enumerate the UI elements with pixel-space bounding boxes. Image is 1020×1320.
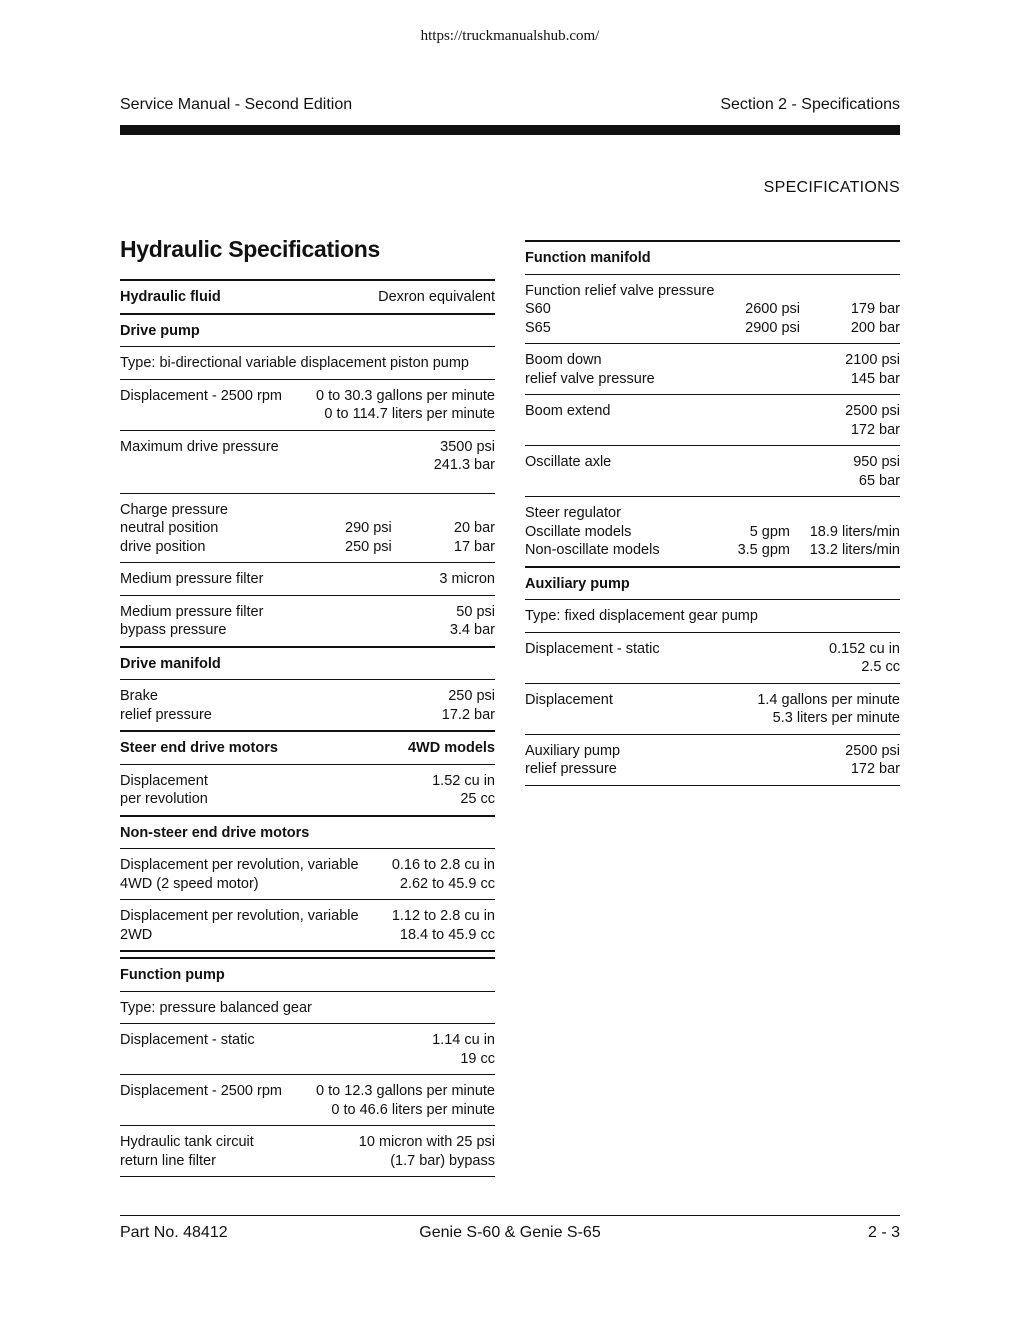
header-rule: [120, 125, 900, 135]
footer-rule: [120, 1215, 900, 1216]
spec-value: 2900 psi: [745, 319, 800, 336]
table-end-rule: [120, 950, 495, 952]
spec-value: 0 to 12.3 gallons per minute: [316, 1083, 495, 1099]
spec-value: 3 micron: [439, 571, 495, 587]
aux-pump-type-row: [525, 599, 900, 632]
spec-value: 250 psi: [448, 688, 495, 704]
spec-value: 0 to 114.7 liters per minute: [324, 406, 495, 422]
spec-value: 172 bar: [850, 421, 900, 438]
spec-value: 65 bar: [858, 472, 900, 489]
oscillate-axle-row: [525, 445, 900, 496]
function-manifold-heading: [525, 240, 900, 274]
medium-pressure-filter-row: [120, 562, 495, 595]
spec-value: 1.14 cu in: [432, 1032, 495, 1048]
spec-value: 250 psi: [345, 538, 392, 555]
spec-value: Dexron equivalent: [378, 289, 495, 305]
spec-label: 2WD: [120, 926, 153, 943]
auxiliary-pump-heading: [525, 566, 900, 600]
spec-label: Oscillate models: [525, 523, 632, 540]
footer-model-name: Genie S-60 & Genie S-65: [419, 1224, 601, 1241]
section-heading: Drive manifold: [120, 655, 221, 672]
spec-label: Boom down: [525, 352, 602, 368]
spec-label: 4WD (2 speed motor): [120, 875, 259, 892]
spec-value: 20 bar: [453, 520, 495, 536]
section-heading: Non-steer end drive motors: [120, 824, 310, 841]
steer-motor-displacement-row: [120, 764, 495, 815]
footer-page-number: 2 - 3: [867, 1224, 900, 1241]
section-heading: Auxiliary pump: [525, 575, 630, 592]
spec-label: Displacement - static: [525, 640, 660, 657]
spec-value: 17.2 bar: [441, 706, 495, 723]
spec-value: 18.9 liters/min: [809, 523, 900, 540]
max-drive-pressure-row: [120, 430, 495, 493]
spec-label: neutral position: [120, 520, 219, 536]
header-section-title: Section 2 - Specifications: [720, 96, 900, 113]
spec-label: Boom extend: [525, 403, 611, 419]
spec-label: relief valve pressure: [525, 370, 655, 387]
spec-value: 290 psi: [345, 520, 392, 536]
spec-label: relief pressure: [525, 761, 617, 777]
spec-value: 2600 psi: [745, 301, 800, 317]
spec-label: Displacement per revolution, variable: [120, 857, 359, 873]
aux-pump-displacement-row: [525, 683, 900, 734]
table-end-rule: [120, 1176, 495, 1177]
spec-value: 179 bar: [850, 301, 900, 317]
function-pump-rpm-row: [120, 1074, 495, 1125]
spec-label: Type: bi-directional variable displacement piston pump: [120, 355, 469, 371]
boom-extend-row: [525, 394, 900, 445]
brake-relief-row: [120, 679, 495, 730]
footer-part-number: Part No. 48412: [120, 1224, 228, 1241]
spec-value: 3500 psi: [440, 438, 495, 455]
spec-label: Oscillate axle: [525, 454, 612, 470]
spec-label: Displacement - 2500 rpm: [120, 387, 282, 404]
boom-down-row: [525, 343, 900, 394]
spec-value: 5 gpm: [749, 523, 790, 540]
charge-pressure-row: [120, 493, 495, 563]
spec-label: S60: [525, 301, 551, 317]
drive-pump-type-row: [120, 346, 495, 379]
spec-value: 10 micron with 25 psi: [358, 1134, 495, 1150]
steer-end-motors-heading: [120, 730, 495, 764]
spec-label: Function relief valve pressure: [525, 282, 715, 299]
filter-bypass-row: [120, 595, 495, 646]
right-spec-column: [525, 240, 900, 786]
spec-value: 950 psi: [853, 454, 900, 470]
spec-value: 241.3 bar: [433, 457, 495, 473]
section-heading: Function pump: [120, 967, 225, 983]
function-relief-row: [525, 274, 900, 344]
spec-value: 25 cc: [460, 791, 495, 807]
spec-label: Charge pressure: [120, 501, 228, 518]
spec-value: 2.5 cc: [861, 659, 900, 675]
spec-label: Medium pressure filter: [120, 603, 264, 620]
spec-label: Steer regulator: [525, 505, 621, 521]
nonsteer-2wd-row: [120, 899, 495, 950]
spec-label: Maximum drive pressure: [120, 438, 279, 455]
spec-value: 0.152 cu in: [829, 640, 900, 657]
spec-label: Displacement: [120, 772, 208, 789]
spec-label: return line filter: [120, 1152, 216, 1169]
spec-value: 3.4 bar: [449, 622, 495, 638]
function-pump-type-row: [120, 991, 495, 1024]
function-pump-static-row: [120, 1023, 495, 1074]
drive-pump-displacement-row: [120, 379, 495, 430]
spec-value: 145 bar: [850, 370, 900, 387]
spec-label: Auxiliary pump: [525, 742, 621, 759]
section-heading-right: 4WD models: [407, 740, 495, 756]
tank-filter-row: [120, 1125, 495, 1176]
spec-value: 1.4 gallons per minute: [757, 691, 900, 708]
spec-value: 17 bar: [453, 538, 495, 555]
aux-pump-relief-row: [525, 734, 900, 785]
spec-label: Hydraulic fluid: [120, 289, 221, 305]
spec-value: 2.62 to 45.9 cc: [399, 875, 495, 892]
spec-label: Type: fixed displacement gear pump: [525, 608, 758, 624]
spec-value: 19 cc: [460, 1050, 495, 1067]
header-manual-title: Service Manual - Second Edition: [120, 96, 353, 113]
hydraulic-fluid-row: [120, 279, 495, 313]
spec-value: 18.4 to 45.9 cc: [399, 926, 495, 943]
spec-value: 1.12 to 2.8 cu in: [391, 908, 495, 924]
spec-label: relief pressure: [120, 706, 212, 723]
spec-label: per revolution: [120, 791, 208, 807]
spec-label: Brake: [120, 688, 158, 704]
spec-value: 3.5 gpm: [737, 542, 790, 558]
nonsteer-4wd-row: [120, 848, 495, 899]
spec-label: Displacement - 2500 rpm: [120, 1083, 282, 1099]
spec-value: 172 bar: [850, 761, 900, 777]
spec-value: 2500 psi: [845, 403, 900, 419]
spec-value: 13.2 liters/min: [809, 542, 900, 558]
drive-manifold-heading: [120, 646, 495, 680]
spec-label: Displacement: [525, 691, 613, 708]
spec-value: 200 bar: [850, 319, 900, 336]
spec-value: 1.52 cu in: [432, 772, 495, 789]
spec-label: Medium pressure filter: [120, 571, 264, 587]
drive-pump-heading: [120, 313, 495, 347]
page-title: Hydraulic Specifications: [120, 236, 380, 262]
non-steer-motors-heading: [120, 815, 495, 849]
section-heading: Function manifold: [525, 250, 651, 266]
spec-label: Displacement per revolution, variable: [120, 908, 359, 924]
aux-pump-static-row: [525, 632, 900, 683]
spec-label: Type: pressure balanced gear: [120, 999, 312, 1016]
left-spec-column: [120, 279, 495, 952]
spec-label: Displacement - static: [120, 1032, 255, 1048]
spec-label: Hydraulic tank circuit: [120, 1134, 254, 1150]
function-pump-heading: [120, 957, 495, 991]
spec-value: (1.7 bar) bypass: [390, 1152, 495, 1169]
spec-value: 5.3 liters per minute: [772, 710, 900, 726]
section-heading: Steer end drive motors: [120, 740, 278, 756]
spec-value: 2100 psi: [845, 352, 900, 368]
spec-value: 50 psi: [456, 603, 495, 620]
section-label: SPECIFICATIONS: [763, 179, 900, 196]
spec-value: 2500 psi: [845, 742, 900, 759]
spec-value: 0 to 30.3 gallons per minute: [316, 387, 495, 404]
table-end-rule: [525, 785, 900, 786]
spec-label: Non-oscillate models: [525, 542, 660, 558]
spec-value: 0 to 46.6 liters per minute: [331, 1101, 495, 1118]
source-url[interactable]: https://truckmanualshub.com/: [420, 28, 600, 44]
spec-label: S65: [525, 319, 551, 336]
spec-value: 0.16 to 2.8 cu in: [391, 857, 495, 873]
spec-label: drive position: [120, 538, 206, 555]
spec-label: bypass pressure: [120, 622, 227, 638]
function-pump-table: [120, 957, 495, 1177]
section-heading: Drive pump: [120, 322, 200, 339]
steer-regulator-row: [525, 496, 900, 566]
